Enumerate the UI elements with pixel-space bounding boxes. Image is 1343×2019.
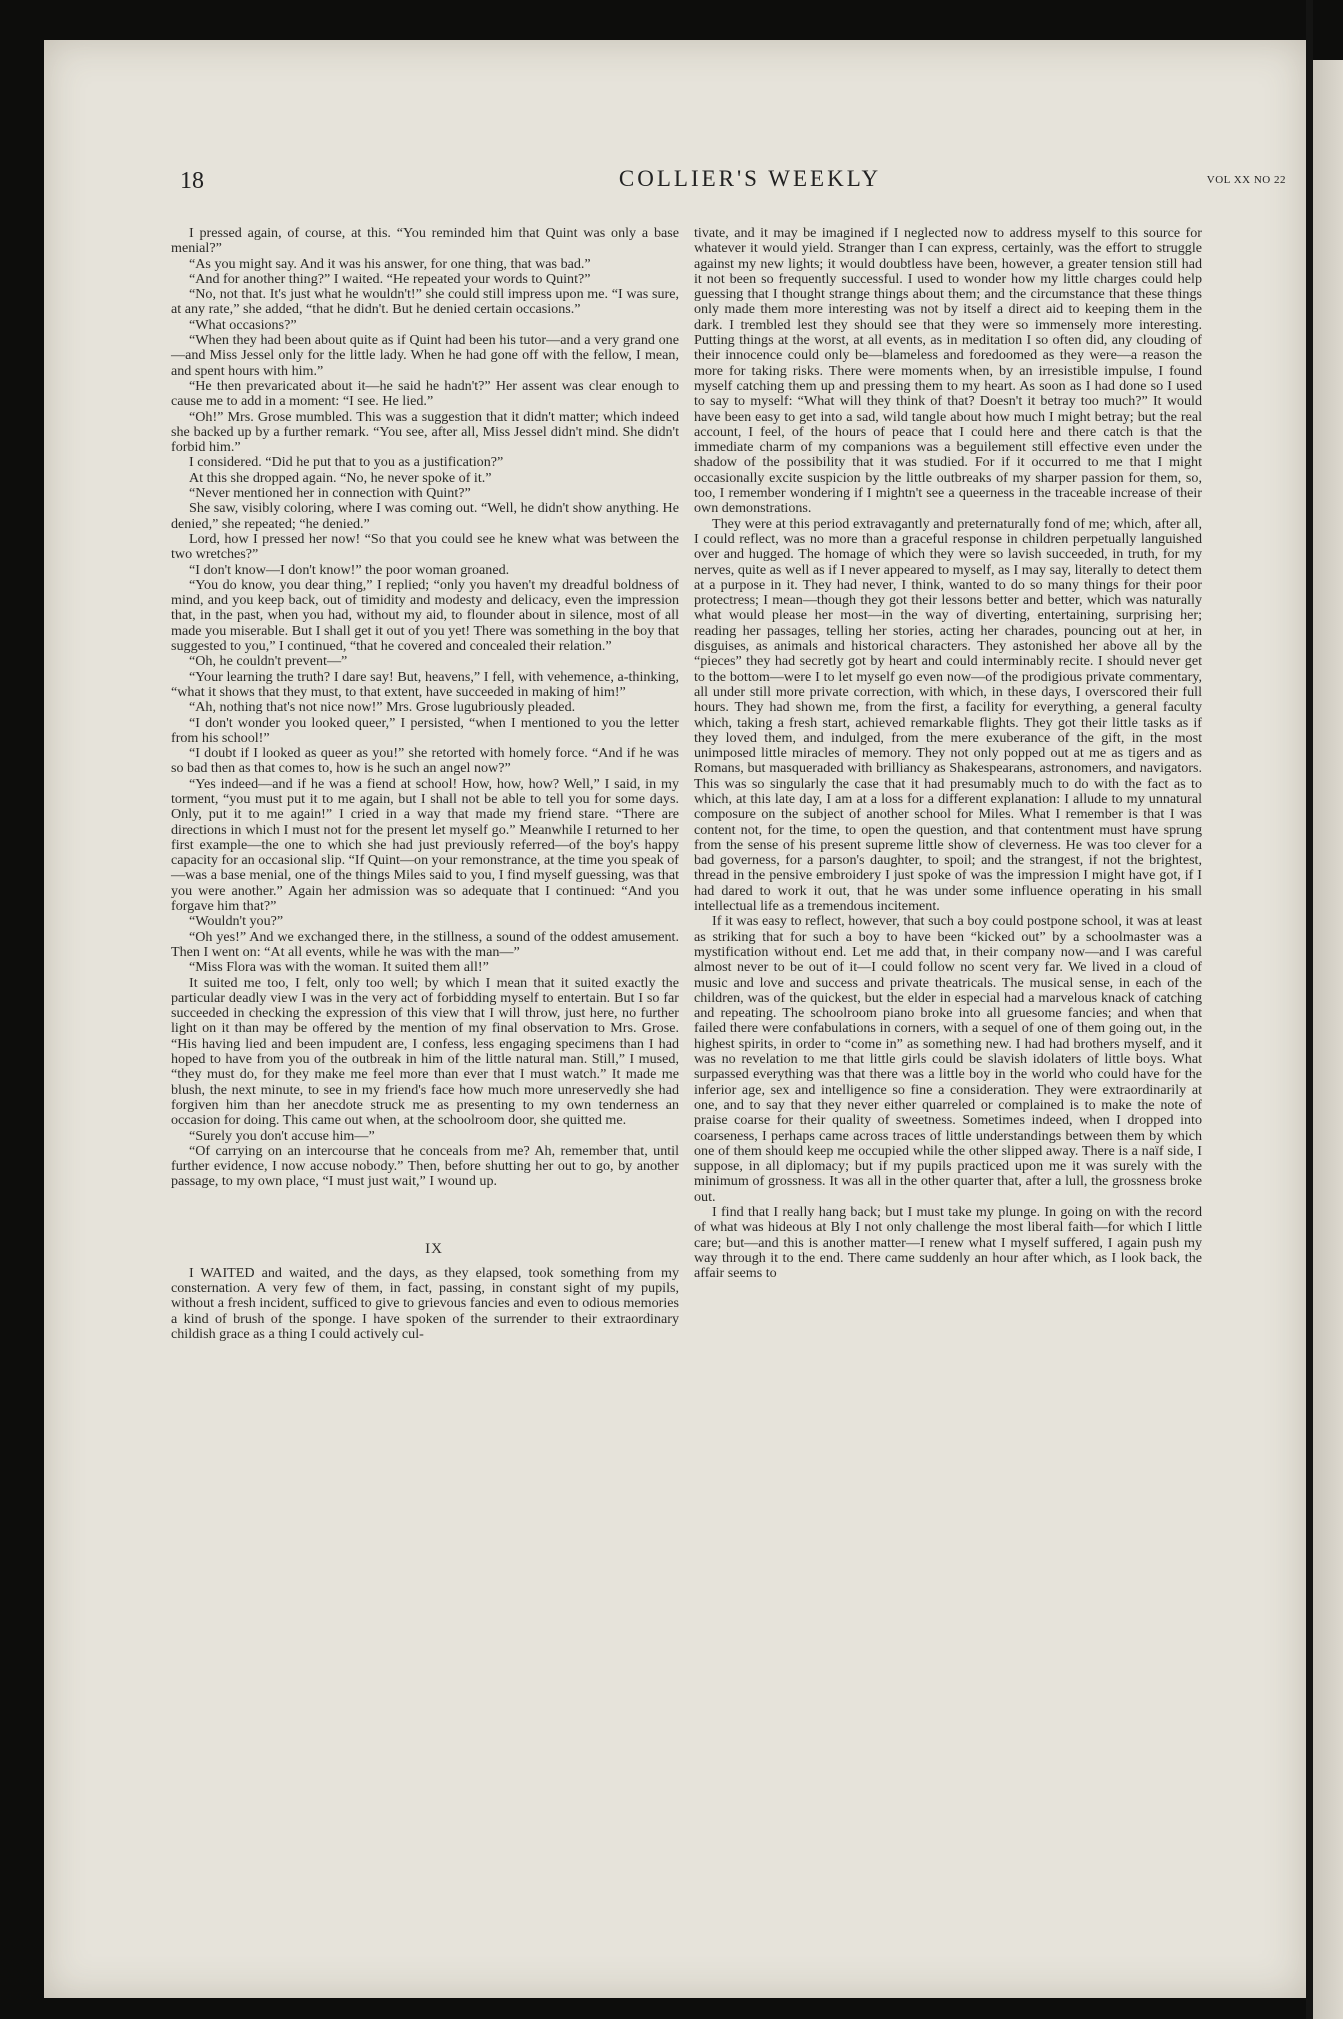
paragraph: I considered. “Did he put that to you as a justification?” [189, 454, 504, 471]
paragraph: “Miss Flora was with the woman. It suited them all!” [189, 959, 489, 976]
paragraph: “You do know, you dear thing,” I replied; “only you haven't my dreadful boldness of mind, and you keep back, out of timidity and modesty and delicacy, even the impression that, in the past, when you had, without my aid, to flounder about in silence, most of all made you miserable. But I shall get it out of you yet! There was something in the boy that suggested to you,” I continued, “that he covered and concealed their relation.” [171, 576, 679, 655]
paragraph: “When they had been about quite as if Quint had been his tutor—and a very grand one—and Miss Jessel only for the little lady. When he had gone off with the fellow, I mean, and spent hours with him.” [171, 332, 679, 379]
page-gutter [1306, 0, 1313, 2019]
paragraph: I pressed again, of course, at this. “You reminded him that Quint was only a base menial?” [171, 225, 679, 257]
chapter-heading: IX [425, 1240, 443, 1257]
paragraph: She saw, visibly coloring, where I was coming out. “Well, he didn't show anything. He denied,” she repeated; “he denied.” [171, 500, 679, 532]
paragraph: “And for another thing?” I waited. “He repeated your words to Quint?” [189, 270, 591, 287]
paragraph: “Oh!” Mrs. Grose mumbled. This was a suggestion that it didn't matter; which indeed she backed up by a further remark. “You see, after all, Miss Jessel didn't mind. She didn't forbid him.” [171, 408, 679, 456]
paragraph: I find that I really hang back; but I must take my plunge. In going on with the record of what was hideous at Bly I not only challenge the most liberal faith—for which I little care; but—and this is another matter—I renew what I myself suffered, I again push my way through it to the end. There came suddenly an hour after which, as I look back, the affair seems to [694, 1204, 1202, 1282]
paragraph: “Never mentioned her in connection with Quint?” [189, 485, 471, 502]
paragraph: “Of carrying on an intercourse that he conceals from me? Ah, remember that, until further evidence, I now accuse nobody.” Then, before shutting her out to go, by another passage, to my own place, “I must just wait,” I wound up. [171, 1142, 679, 1190]
paragraph: “I don't know—I don't know!” the poor woman groaned. [189, 561, 510, 578]
paragraph: “Wouldn't you?” [189, 913, 284, 930]
paragraph: They were at this period extravagantly and preternaturally fond of me; which, after all, I could reflect, was no more than a graceful response in children perpetually languished over and hugged. The homage of which they were so lavish succeeded, in truth, for my nerves, quite as well as if I never appeared to myself, as I may say, literally to detect them at a purpose in it. They had never, I think, wanted to do so many things for their poor protectress; I mean—though they got their lessons better and better, which was naturally what would please her most—in the way of diverting, entertaining, surprising her; reading her passages, telling her stories, acting her charades, pouncing out at her, in disguises, as animals and historical characters. They astonished her above all by the “pieces” they had secretly got by heart and could interminably recite. I should never get to the bottom—were I to let myself go even now—of the prodigious private commentary, all under still more private correction, with which, in these days, I overscored their full hours. They had shown me, from the first, a facility for everything, a general faculty which, taking a fresh start, achieved remarkable flights. They got their little tasks as if they loved them, and indulged, from the mere exuberance of the gift, in the most unimposed little miracles of memory. They not only popped out at me as tigers and as Romans, but masqueraded with brilliancy as Shakespearans, astronomers, and navigators. This was so singularly the case that it had presumably much to do with the fact as to which, at this late day, I am at a loss for a different explanation: I allude to my unnatural composure on the subject of another school for Miles. What I remember is that I was content not, for the time, to open the question, and that contentment must have sprung from the sense of his present supreme little show of cleverness. He was too clever for a bad governess, for a parson's daughter, to spoil; and the strangest, if not the brightest, thread in the pensive embroidery I just spoke of was the impression I might have got, if I had dared to work it out, that he was under some influence operating in his small intellectual life as a tremendous incitement. [694, 515, 1202, 915]
paragraph: “As you might say. And it was his answer, for one thing, that was bad.” [189, 255, 591, 272]
paragraph: “Oh, he couldn't prevent—” [189, 653, 348, 670]
paragraph: “Yes indeed—and if he was a fiend at school! How, how, how? Well,” I said, in my torment, “you must put it to me again, but I shall not be able to tell you for some days. Only, put it to me again!” I cried in a way that made my friend stare. “There are directions in which I must not for the present let myself go.” Meanwhile I returned to her first example—the one to which she had just previously referred—of the boy's happy capacity for an occasional slip. “If Quint—on your remonstrance, at the time you speak of—was a base menial, one of the things Miles said to you, I find myself guessing, was that you were another.” Again her admission was so adequate that I continued: “And you forgave him that?” [171, 775, 679, 915]
paragraph: Lord, how I pressed her now! “So that you could see he knew what was between the two wretches?” [171, 530, 679, 563]
paragraph: “Oh yes!” And we exchanged there, in the stillness, a sound of the oddest amusement. Then I went on: “At all events, while he was with the man—” [171, 928, 679, 960]
paragraph: “Surely you don't accuse him—” [189, 1127, 375, 1144]
masthead-title: COLLIER'S WEEKLY [618, 166, 882, 191]
paragraph: “What occasions?” [189, 316, 297, 333]
paragraph: “I doubt if I looked as queer as you!” she retorted with homely force. “And if he was so bad then as that comes to, how is he such an angel now?” [171, 745, 679, 777]
paragraph: It suited me too, I felt, only too well; by which I mean that it suited exactly the particular deadly view I was in the very act of forbidding myself to entertain. But I so far succeeded in checking the expression of this view that I will throw, just here, no further light on it than may be offered by the mention of my final observation to Mrs. Grose. “His having lied and been impudent are, I confess, less engaging specimens than I had hoped to have from you of the outbreak in him of the little natural man. Still,” I mused, “they must do, for they make me feel more than ever that I must watch.” It made me blush, the next minute, to see in my friend's face how much more unreservedly she had forgiven him than her anecdote struck me as presenting to my own tenderness an occasion for doing. This came out when, at the schoolroom door, she quitted me. [171, 974, 679, 1129]
volume-issue: VOL XX NO 22 [1206, 174, 1286, 186]
paragraph: “No, not that. It's just what he wouldn't!” she could still impress upon me. “I was sure, at any rate,” she added, “that he didn't. But he denied certain occasions.” [171, 286, 679, 318]
page-number: 18 [180, 168, 204, 194]
chapter-opening-paragraph: I WAITED and waited, and the days, as they elapsed, took something from my consternation. A very few of them, in fact, passing, in constant sight of my pupils, without a fresh incident, sufficed to give to grievous fancies and even to odious memories a kind of brush of the sponge. I have spoken of the surrender to their extraordinary childish grace as a thing I could actively cul- [171, 1264, 679, 1342]
paragraph: “Your learning the truth? I dare say! But, heavens,” I fell, with vehemence, a-thinking, “what it shows that they must, to that extent, have succeeded in making of him!” [171, 668, 679, 700]
paragraph: “I don't wonder you looked queer,” I persisted, “when I mentioned to you the letter from his school!” [171, 714, 679, 746]
paragraph: tivate, and it may be imagined if I neglected now to address myself to this source for whatever it would yield. Stranger than I can express, certainly, was the effort to struggle against my new lights; it would doubtless have been, however, a greater tension still had it not been so frequently successful. I used to wonder how my little charges could help guessing that I thought strange things about them; and the circumstance that these things only made them more interesting was not by itself a direct aid to keeping them in the dark. I trembled lest they should see that they were so immensely more interesting. Putting things at the worst, at all events, as in meditation I so often did, any clouding of their innocence could only be—blameless and foredoomed as they were—a reason the more for taking risks. There were moments when, by an irresistible impulse, I found myself catching them up and pressing them to my heart. As soon as I had done so I used to say to myself: “What will they think of that? Doesn't it betray too much?” It would have been easy to get into a sad, wild tangle about how much I might betray; but the real account, I feel, of the hours of peace that I could here and there catch is that the immediate charm of my companions was a beguilement still effective even under the shadow of the possibility that it was studied. For if it occurred to me that I might occasionally excite suspicion by the little outbreaks of my sharper passion for them, so, too, I remember wondering if I mightn't see a queerness in the traceable increase of their own demonstrations. [694, 225, 1202, 517]
section-break [171, 1190, 679, 1232]
paragraph: “Ah, nothing that's not nice now!” Mrs. Grose lugubriously pleaded. [189, 699, 576, 716]
adjacent-page-edge [1313, 60, 1343, 2019]
paragraph: At this she dropped again. “No, he never spoke of it.” [189, 469, 492, 486]
paragraph: If it was easy to reflect, however, that such a boy could postpone school, it was at least as striking that for such a boy to have been “kicked out” by a schoolmaster was a mystification without end. Let me add that, in their company now—and I was careful almost never to be out of it—I could follow no scent very far. We lived in a cloud of music and love and success and private theatricals. The musical sense, in each of the children, was of the quickest, but the elder in especial had a marvelous knack of catching and repeating. The schoolroom piano broke into all gruesome fancies; and when that failed there were confabulations in corners, with a sequel of one of them going out, in the highest spirits, in order to “come in” as something new. I had had brothers myself, and it was no revelation to me that little girls could be slavish idolaters of little boys. What surpassed everything was that there was a little boy in the world who could have for the inferior age, sex and intelligence so fine a consideration. They were extraordinarily at one, and to say that they never either quarreled or complained is to make the note of praise coarse for their quality of sweetness. Sometimes indeed, when I dropped into coarseness, I perhaps came across traces of little understandings between them by which one of them should keep me occupied while the other slipped away. There is a naïf side, I suppose, in all diplomacy; but if my pupils practiced upon me it was surely with the minimum of grossness. It was all in the other quarter that, after a lull, the grossness broke out. [694, 913, 1202, 1205]
left-column [171, 226, 679, 1342]
paragraph: “He then prevaricated about it—he said he hadn't?” Her assent was clear enough to cause me to add in a moment: “I see. He lied.” [171, 377, 679, 410]
page-header [140, 166, 1286, 208]
right-column [694, 226, 1202, 1281]
